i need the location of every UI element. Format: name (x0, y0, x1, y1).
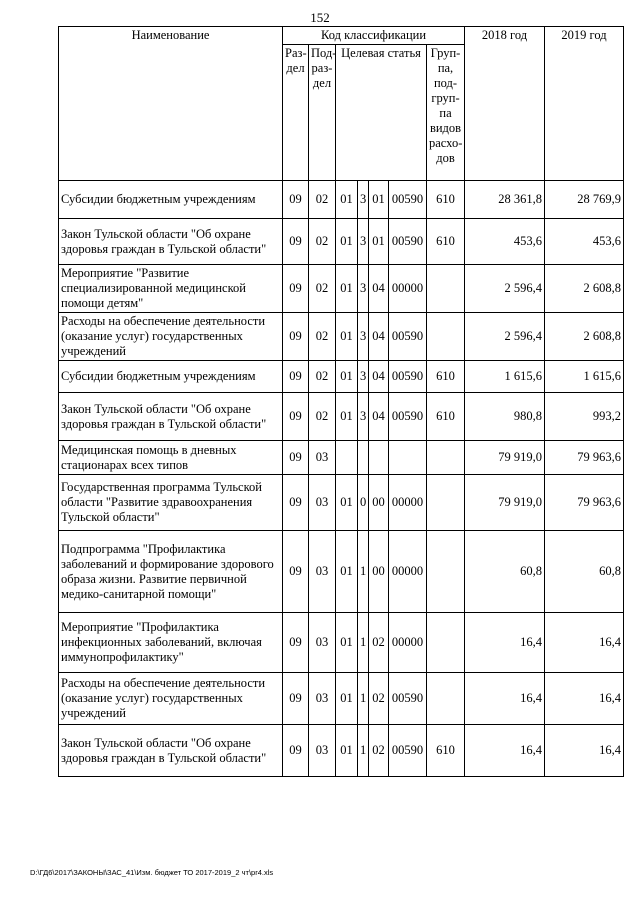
row-target-event: 04 (369, 265, 389, 313)
row-target-event: 00 (369, 475, 389, 531)
file-path-footer: D:\ГД6\2017\ЗАКОНЫ\ЗАС_41\Изм. бюджет ТО 2017-2019_2 чт\pr4.xls (30, 868, 274, 877)
row-amount-2018: 980,8 (465, 393, 545, 441)
row-target-direction (389, 441, 427, 475)
row-target-event: 02 (369, 725, 389, 777)
row-amount-2018: 16,4 (465, 673, 545, 725)
row-amount-2018: 453,6 (465, 219, 545, 265)
row-target-program: 01 (336, 673, 358, 725)
row-expense-type: 610 (427, 181, 465, 219)
row-target-direction: 00000 (389, 475, 427, 531)
row-amount-2019: 1 615,6 (545, 361, 624, 393)
row-expense-type (427, 475, 465, 531)
row-razdel: 09 (283, 531, 309, 613)
row-target-event: 01 (369, 181, 389, 219)
row-razdel: 09 (283, 441, 309, 475)
row-name: Мероприятие "Профилактика инфекционных заболеваний, включая иммунопрофилактику" (59, 613, 283, 673)
row-target-subprogram: 1 (358, 725, 369, 777)
row-name: Закон Тульской области "Об охране здоровья граждан в Тульской области" (59, 725, 283, 777)
row-target-subprogram: 0 (358, 475, 369, 531)
row-expense-type (427, 673, 465, 725)
row-target-direction: 00590 (389, 361, 427, 393)
header-target-article: Целевая статья (336, 45, 427, 181)
row-amount-2018: 16,4 (465, 613, 545, 673)
row-amount-2019: 16,4 (545, 725, 624, 777)
row-target-direction: 00000 (389, 531, 427, 613)
header-expense-type: Груп-па, под-груп-па видов расхо-дов (427, 45, 465, 181)
row-expense-type (427, 265, 465, 313)
row-podrazdel: 03 (309, 531, 336, 613)
row-name: Расходы на обеспечение деятельности (оказание услуг) государственных учреждений (59, 673, 283, 725)
row-razdel: 09 (283, 181, 309, 219)
header-podrazdel: Под-раз-дел (309, 45, 336, 181)
row-target-event (369, 441, 389, 475)
row-podrazdel: 02 (309, 313, 336, 361)
row-target-program: 01 (336, 393, 358, 441)
table-row (59, 265, 624, 313)
row-name: Субсидии бюджетным учреждениям (59, 181, 283, 219)
row-target-program: 01 (336, 219, 358, 265)
row-expense-type: 610 (427, 393, 465, 441)
table-row (59, 441, 624, 475)
table-row (59, 475, 624, 531)
row-amount-2018: 28 361,8 (465, 181, 545, 219)
row-amount-2018: 16,4 (465, 725, 545, 777)
row-expense-type: 610 (427, 725, 465, 777)
row-target-event: 04 (369, 393, 389, 441)
row-razdel: 09 (283, 725, 309, 777)
row-name: Закон Тульской области "Об охране здоровья граждан в Тульской области" (59, 219, 283, 265)
row-target-subprogram (358, 441, 369, 475)
row-expense-type (427, 313, 465, 361)
row-podrazdel: 03 (309, 475, 336, 531)
row-target-subprogram: 3 (358, 265, 369, 313)
row-amount-2019: 28 769,9 (545, 181, 624, 219)
row-amount-2018: 1 615,6 (465, 361, 545, 393)
row-podrazdel: 02 (309, 219, 336, 265)
row-target-direction: 00000 (389, 613, 427, 673)
table-row (59, 613, 624, 673)
row-target-program: 01 (336, 613, 358, 673)
row-target-direction: 00590 (389, 313, 427, 361)
row-target-event: 02 (369, 613, 389, 673)
table-row (59, 181, 624, 219)
row-amount-2018: 79 919,0 (465, 441, 545, 475)
row-target-direction: 00590 (389, 181, 427, 219)
row-amount-2019: 60,8 (545, 531, 624, 613)
page-number: 152 (310, 10, 330, 25)
row-target-program (336, 441, 358, 475)
row-target-event: 04 (369, 313, 389, 361)
row-podrazdel: 03 (309, 441, 336, 475)
row-amount-2019: 453,6 (545, 219, 624, 265)
row-target-program: 01 (336, 265, 358, 313)
table-row (59, 361, 624, 393)
row-amount-2019: 16,4 (545, 673, 624, 725)
row-podrazdel: 03 (309, 673, 336, 725)
row-expense-type (427, 441, 465, 475)
row-razdel: 09 (283, 265, 309, 313)
row-target-program: 01 (336, 531, 358, 613)
row-razdel: 09 (283, 361, 309, 393)
row-razdel: 09 (283, 219, 309, 265)
row-name: Медицинская помощь в дневных стационарах всех типов (59, 441, 283, 475)
row-target-event: 02 (369, 673, 389, 725)
row-amount-2019: 79 963,6 (545, 441, 624, 475)
row-target-program: 01 (336, 313, 358, 361)
row-name: Закон Тульской области "Об охране здоровья граждан в Тульской области" (59, 393, 283, 441)
row-amount-2018: 2 596,4 (465, 313, 545, 361)
row-name: Государственная программа Тульской области "Развитие здравоохранения Тульской области" (59, 475, 283, 531)
row-target-subprogram: 1 (358, 531, 369, 613)
table-row (59, 393, 624, 441)
row-name: Мероприятие "Развитие специализированной медицинской помощи детям" (59, 265, 283, 313)
row-target-subprogram: 3 (358, 361, 369, 393)
row-expense-type: 610 (427, 219, 465, 265)
header-year-2018: 2018 год (465, 27, 545, 181)
row-name: Расходы на обеспечение деятельности (оказание услуг) государственных учреждений (59, 313, 283, 361)
row-razdel: 09 (283, 393, 309, 441)
row-target-event: 00 (369, 531, 389, 613)
row-amount-2019: 2 608,8 (545, 313, 624, 361)
row-podrazdel: 02 (309, 181, 336, 219)
row-name: Подпрограмма "Профилактика заболеваний и формирование здорового образа жизни. Развитие первичной медико-санитарной помощи" (59, 531, 283, 613)
row-razdel: 09 (283, 475, 309, 531)
row-amount-2019: 993,2 (545, 393, 624, 441)
row-target-subprogram: 1 (358, 673, 369, 725)
budget-table (58, 26, 624, 777)
row-target-subprogram: 3 (358, 393, 369, 441)
table-row (59, 531, 624, 613)
row-target-program: 01 (336, 181, 358, 219)
row-amount-2019: 16,4 (545, 613, 624, 673)
row-target-subprogram: 1 (358, 613, 369, 673)
row-target-subprogram: 3 (358, 313, 369, 361)
row-target-direction: 00590 (389, 219, 427, 265)
row-target-subprogram: 3 (358, 219, 369, 265)
row-target-event: 01 (369, 219, 389, 265)
row-amount-2018: 60,8 (465, 531, 545, 613)
row-podrazdel: 02 (309, 361, 336, 393)
row-amount-2018: 79 919,0 (465, 475, 545, 531)
row-podrazdel: 02 (309, 393, 336, 441)
row-target-direction: 00590 (389, 673, 427, 725)
header-razdel: Раз-дел (283, 45, 309, 181)
row-razdel: 09 (283, 313, 309, 361)
row-target-subprogram: 3 (358, 181, 369, 219)
table-row (59, 673, 624, 725)
table-row (59, 313, 624, 361)
table-row (59, 725, 624, 777)
row-amount-2019: 2 608,8 (545, 265, 624, 313)
row-expense-type (427, 531, 465, 613)
row-podrazdel: 02 (309, 265, 336, 313)
row-target-program: 01 (336, 475, 358, 531)
header-name: Наименование (59, 27, 283, 181)
row-razdel: 09 (283, 673, 309, 725)
row-podrazdel: 03 (309, 613, 336, 673)
row-target-direction: 00000 (389, 265, 427, 313)
row-razdel: 09 (283, 613, 309, 673)
row-name: Субсидии бюджетным учреждениям (59, 361, 283, 393)
header-year-2019: 2019 год (545, 27, 624, 181)
table-row (59, 219, 624, 265)
row-target-event: 04 (369, 361, 389, 393)
row-target-direction: 00590 (389, 393, 427, 441)
row-target-program: 01 (336, 361, 358, 393)
row-amount-2019: 79 963,6 (545, 475, 624, 531)
row-target-direction: 00590 (389, 725, 427, 777)
header-classification: Код классификации (283, 27, 465, 45)
row-podrazdel: 03 (309, 725, 336, 777)
table-body (59, 181, 624, 777)
row-target-program: 01 (336, 725, 358, 777)
row-expense-type (427, 613, 465, 673)
row-amount-2018: 2 596,4 (465, 265, 545, 313)
row-expense-type: 610 (427, 361, 465, 393)
